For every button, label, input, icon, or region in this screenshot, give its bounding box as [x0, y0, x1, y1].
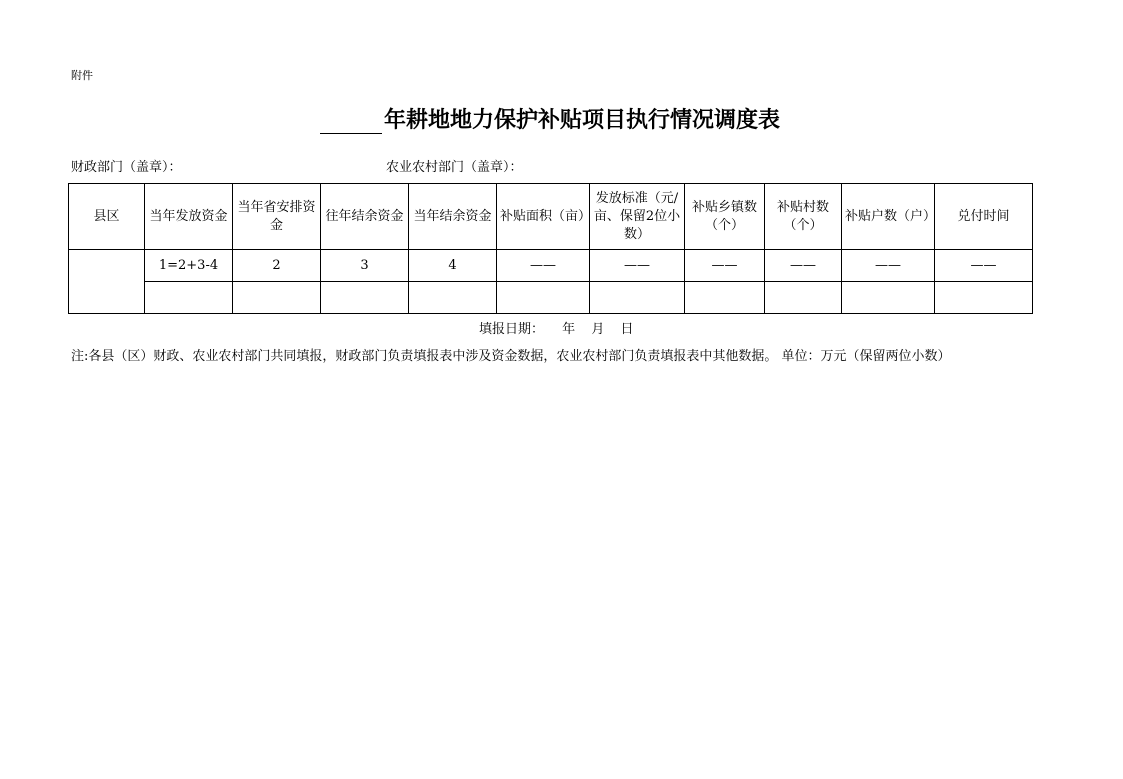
- agri-dept-label: 农业农村部门（盖章）：: [386, 160, 523, 175]
- fill-date-label: 填报日期：: [479, 322, 545, 337]
- header-township-count: 补贴乡镇数（个）: [685, 184, 765, 250]
- table-cell[interactable]: [145, 282, 233, 314]
- table-cell[interactable]: [233, 282, 321, 314]
- table-cell[interactable]: [497, 282, 590, 314]
- finance-dept-label: 财政部门（盖章）：: [71, 160, 182, 175]
- table-cell[interactable]: [590, 282, 685, 314]
- header-province-funds: 当年省安排资金: [233, 184, 321, 250]
- page-title: [0, 103, 1100, 134]
- title-text: 年耕地地力保护补贴项目执行情况调度表: [383, 108, 780, 133]
- fill-date-year: 年: [562, 322, 576, 337]
- table-cell: ——: [842, 250, 935, 282]
- header-payment-time: 兑付时间: [935, 184, 1033, 250]
- header-village-count: 补贴村数（个）: [765, 184, 842, 250]
- table-cell: ——: [590, 250, 685, 282]
- table-cell: ——: [497, 250, 590, 282]
- table-cell: ——: [935, 250, 1033, 282]
- table-cell: 1=2+3-4: [145, 250, 233, 282]
- year-blank-line[interactable]: [320, 111, 382, 134]
- header-current-balance: 当年结余资金: [409, 184, 497, 250]
- footnote: 注:各县（区）财政、农业农村部门共同填报，财政部门负责填报表中涉及资金数据，农业农村部门负责填报表中其他数据。 单位：万元（保留两位小数）: [71, 349, 951, 364]
- table-row: [69, 250, 1033, 282]
- header-current-funds: 当年发放资金: [145, 184, 233, 250]
- table-cell[interactable]: [935, 282, 1033, 314]
- fill-date-day: 日: [620, 322, 634, 337]
- table-cell: 4: [409, 250, 497, 282]
- table-row: [69, 282, 1033, 314]
- county-cell[interactable]: [69, 250, 145, 314]
- table-cell[interactable]: [685, 282, 765, 314]
- attachment-label: 附件: [71, 69, 93, 82]
- fill-date-month: 月: [591, 322, 605, 337]
- table-cell: 2: [233, 250, 321, 282]
- table-cell: 3: [321, 250, 409, 282]
- table-cell[interactable]: [409, 282, 497, 314]
- table-header-row: [69, 184, 1033, 250]
- header-household-count: 补贴户数（户）: [842, 184, 935, 250]
- table-cell: ——: [765, 250, 842, 282]
- table-cell[interactable]: [842, 282, 935, 314]
- table-cell[interactable]: [765, 282, 842, 314]
- header-county: 县区: [69, 184, 145, 250]
- header-standard: 发放标准（元/亩、保留2位小数）: [590, 184, 685, 250]
- header-subsidy-area: 补贴面积（亩）: [497, 184, 590, 250]
- subsidy-table: [68, 183, 1033, 314]
- table-cell: ——: [685, 250, 765, 282]
- table-cell[interactable]: [321, 282, 409, 314]
- header-prior-balance: 往年结余资金: [321, 184, 409, 250]
- fill-date: [479, 318, 633, 337]
